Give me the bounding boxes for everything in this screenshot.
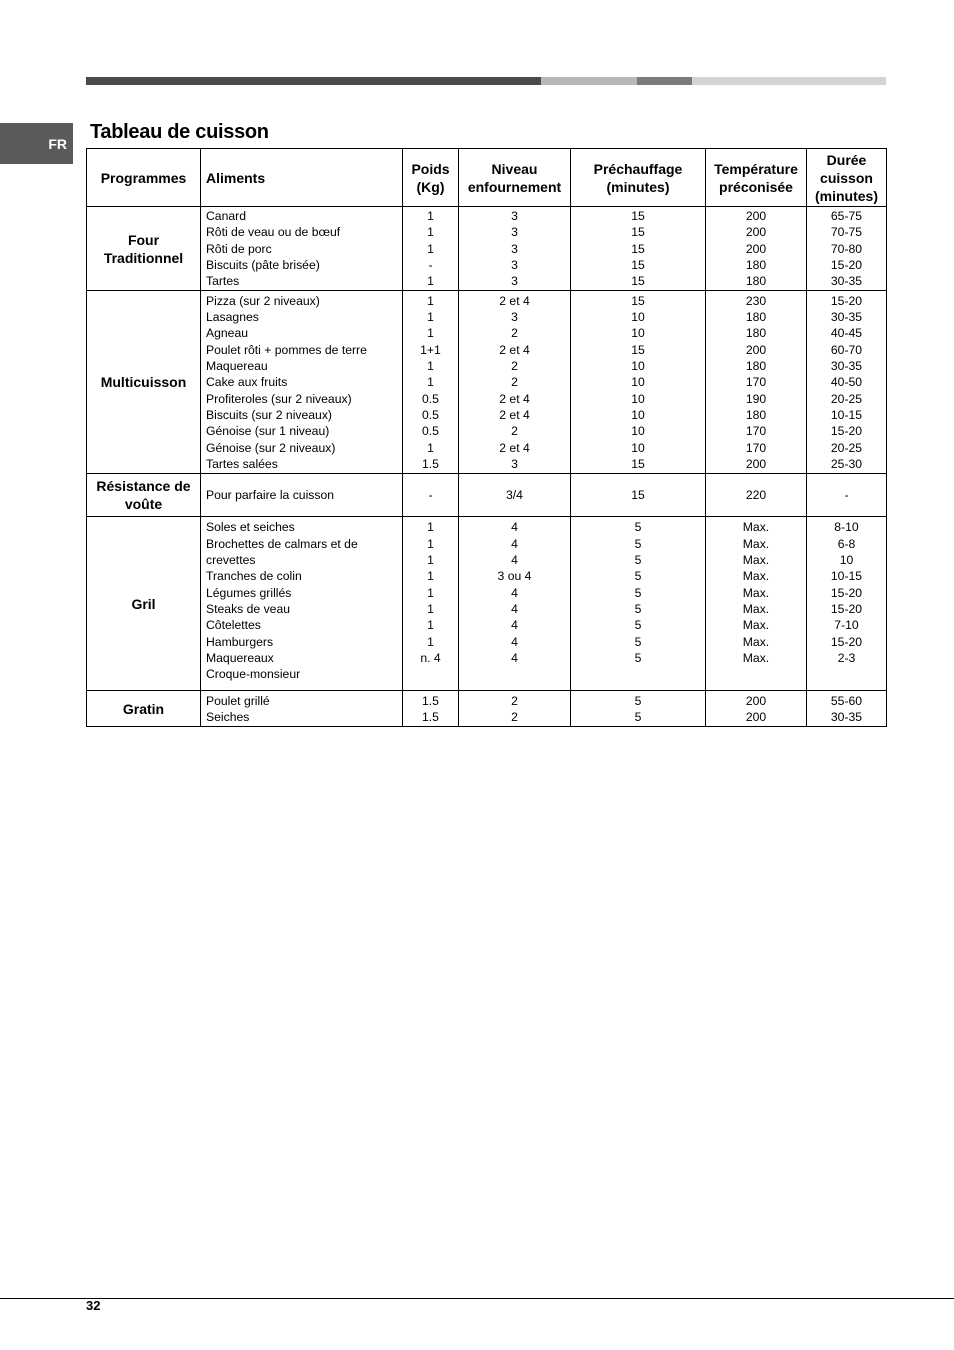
duree-value: 40-50 [830, 375, 863, 390]
aliments-value: Maquereau [206, 359, 268, 374]
aliments-value: Croque-monsieur [206, 667, 301, 682]
poids-value: 1 [427, 293, 434, 308]
duree-value: 20-25 [830, 391, 863, 406]
temperature-value: 180 [745, 359, 767, 374]
aliments-value: Poulet rôti + pommes de terre [206, 342, 367, 357]
poids-value: 1 [427, 520, 434, 535]
niveau-value [459, 666, 570, 682]
temperature-value: Max. [742, 553, 770, 568]
header-prechauffage: Préchauffage (minutes) [571, 149, 706, 207]
prechauffage-value: 15 [631, 274, 645, 289]
temperature-value: 170 [745, 375, 767, 390]
aliments-value: Steaks de veau [206, 601, 291, 616]
niveau-cell [459, 517, 571, 691]
temperature-value: Max. [742, 650, 770, 665]
temperature-value: 180 [745, 407, 767, 422]
aliments-value: crevettes [206, 553, 256, 568]
temperature-value: 180 [745, 257, 767, 272]
temperature-value: 170 [745, 424, 767, 439]
poids-value: - [428, 488, 433, 503]
duree-value: 30-35 [830, 274, 863, 289]
temperature-cell [706, 691, 807, 727]
prechauffage-value: 10 [631, 359, 645, 374]
table-row [87, 474, 887, 517]
niveau-value: 4 [511, 520, 518, 535]
temperature-value: 200 [745, 225, 767, 240]
aliments-value: Légumes grillés [206, 585, 292, 600]
duree-value: 60-70 [830, 342, 863, 357]
poids-value [403, 666, 458, 682]
prechauffage-value: 15 [631, 456, 645, 471]
duree-value: 30-35 [830, 310, 863, 325]
duree-value: 10-15 [830, 569, 863, 584]
duree-value: 55-60 [830, 693, 863, 708]
poids-value: 1 [427, 634, 434, 649]
poids-value: 1 [427, 225, 434, 240]
temperature-value: 230 [745, 293, 767, 308]
temperature-cell [706, 291, 807, 474]
niveau-value: 2 et 4 [499, 440, 530, 455]
niveau-value: 3 [511, 225, 518, 240]
duree-value: 15-20 [830, 634, 863, 649]
niveau-value: 2 et 4 [499, 342, 530, 357]
prechauffage-value: 5 [634, 618, 642, 633]
programme-cell: Résistance de voûte [87, 474, 201, 517]
table-row [87, 691, 887, 727]
aliments-cell [201, 691, 403, 727]
header-aliments: Aliments [201, 149, 403, 207]
temperature-value: Max. [742, 520, 770, 535]
page-title: Tableau de cuisson [90, 121, 269, 143]
aliments-value: Poulet grillé [206, 693, 270, 708]
prechauffage-value: 15 [631, 209, 645, 223]
duree-cell [807, 517, 887, 691]
poids-value: 1 [427, 601, 434, 616]
header-bar-segment [86, 77, 541, 85]
niveau-cell [459, 291, 571, 474]
temperature-value: 220 [745, 488, 767, 503]
prechauffage-cell [571, 207, 706, 291]
header-temperature: Température préconisée [706, 149, 807, 207]
niveau-value: 3 ou 4 [497, 569, 532, 584]
language-tab: FR [0, 123, 73, 164]
prechauffage-value: 15 [631, 225, 645, 240]
poids-value: 1 [427, 310, 434, 325]
aliments-value: Tartes salées [206, 456, 278, 471]
prechauffage-value: 5 [634, 693, 642, 708]
temperature-value: 180 [745, 310, 767, 325]
poids-value: 1.5 [422, 709, 439, 724]
niveau-cell [459, 474, 571, 517]
table-row [87, 291, 887, 474]
duree-value: 7-10 [834, 618, 859, 633]
poids-value: 1 [427, 359, 434, 374]
temperature-value: Max. [742, 634, 770, 649]
temperature-value: 200 [745, 693, 767, 708]
niveau-value: 4 [511, 553, 518, 568]
prechauffage-value: 10 [631, 424, 645, 439]
poids-cell [403, 691, 459, 727]
duree-cell [807, 291, 887, 474]
temperature-value: 200 [745, 209, 767, 223]
temperature-value: 200 [745, 709, 767, 724]
aliments-value: Pizza (sur 2 niveaux) [206, 293, 320, 308]
aliments-value: Biscuits (sur 2 niveaux) [206, 407, 332, 422]
header-duree: Durée cuisson (minutes) [807, 149, 887, 207]
duree-value: 15-20 [830, 601, 863, 616]
temperature-value: Max. [742, 601, 770, 616]
prechauffage-value: 15 [631, 488, 645, 503]
duree-cell [807, 207, 887, 291]
temperature-value: Max. [742, 569, 770, 584]
prechauffage-value: 10 [631, 440, 645, 455]
table-header-row [87, 149, 887, 207]
aliments-value: Côtelettes [206, 618, 261, 633]
temperature-value: 180 [745, 274, 767, 289]
duree-value: 15-20 [830, 293, 863, 308]
duree-value: 30-35 [830, 359, 863, 374]
aliments-value: Tartes [206, 274, 240, 289]
table-row [87, 207, 887, 291]
aliments-value: Cake aux fruits [206, 375, 288, 390]
prechauffage-value [571, 666, 705, 682]
prechauffage-value: 15 [631, 293, 645, 308]
aliments-cell [201, 291, 403, 474]
programme-cell: Four Traditionnel [87, 207, 201, 291]
niveau-value: 3 [511, 310, 518, 325]
aliments-value: Biscuits (pâte brisée) [206, 257, 320, 272]
temperature-value: 180 [745, 326, 767, 341]
prechauffage-value: 10 [631, 375, 645, 390]
aliments-value: Rôti de porc [206, 241, 272, 256]
prechauffage-value: 5 [634, 709, 642, 724]
aliments-value: Pour parfaire la cuisson [206, 488, 335, 503]
temperature-value: Max. [742, 585, 770, 600]
table-row [87, 517, 887, 691]
poids-value: - [428, 257, 433, 272]
niveau-value: 2 et 4 [499, 391, 530, 406]
niveau-value: 4 [511, 536, 518, 551]
duree-value: 2-3 [837, 650, 856, 665]
prechauffage-value: 5 [634, 634, 642, 649]
aliments-value: Tranches de colin [206, 569, 302, 584]
prechauffage-value: 10 [631, 391, 645, 406]
header-niveau: Niveau enfournement [459, 149, 571, 207]
programme-cell: Gratin [87, 691, 201, 727]
niveau-value: 4 [511, 601, 518, 616]
header-programmes: Programmes [87, 149, 201, 207]
programme-cell: Multicuisson [87, 291, 201, 474]
poids-value: 1 [427, 618, 434, 633]
prechauffage-value: 10 [631, 407, 645, 422]
niveau-value: 2 [511, 375, 518, 390]
temperature-cell [706, 517, 807, 691]
niveau-value: 4 [511, 650, 518, 665]
aliments-value: Rôti de veau ou de bœuf [206, 225, 341, 240]
temperature-value: Max. [742, 536, 770, 551]
poids-value: 1.5 [422, 693, 439, 708]
aliments-value: Génoise (sur 2 niveaux) [206, 440, 336, 455]
duree-value: 70-80 [830, 241, 863, 256]
poids-value: 1 [427, 553, 434, 568]
poids-value: 1 [427, 209, 434, 223]
aliments-cell [201, 474, 403, 517]
duree-cell [807, 474, 887, 517]
poids-cell [403, 291, 459, 474]
niveau-value: 4 [511, 634, 518, 649]
niveau-value: 2 [511, 359, 518, 374]
cooking-table [86, 148, 887, 727]
poids-value: 0.5 [422, 391, 439, 406]
prechauffage-value: 15 [631, 241, 645, 256]
duree-value: 8-10 [834, 520, 859, 535]
poids-value: n. 4 [420, 650, 441, 665]
programme-cell: Gril [87, 517, 201, 691]
poids-value: 1 [427, 326, 434, 341]
duree-value [807, 666, 886, 682]
aliments-value: Hamburgers [206, 634, 274, 649]
poids-value: 1 [427, 241, 434, 256]
niveau-value: 4 [511, 618, 518, 633]
temperature-value: Max. [742, 618, 770, 633]
niveau-value: 2 [511, 326, 518, 341]
duree-value: 70-75 [830, 225, 863, 240]
temperature-value: 200 [745, 241, 767, 256]
niveau-value: 3 [511, 274, 518, 289]
prechauffage-cell [571, 691, 706, 727]
prechauffage-value: 15 [631, 342, 645, 357]
poids-value: 1 [427, 569, 434, 584]
prechauffage-cell [571, 474, 706, 517]
prechauffage-value: 5 [634, 601, 642, 616]
temperature-value [706, 666, 806, 682]
niveau-value: 2 et 4 [499, 293, 530, 308]
table-body [87, 207, 887, 727]
duree-value: 25-30 [830, 456, 863, 471]
niveau-value: 2 et 4 [499, 407, 530, 422]
niveau-value: 3 [511, 209, 518, 223]
poids-value: 1.5 [422, 456, 439, 471]
prechauffage-value: 5 [634, 585, 642, 600]
temperature-value: 170 [745, 440, 767, 455]
duree-value: 6-8 [837, 536, 856, 551]
niveau-value: 4 [511, 585, 518, 600]
duree-value: 15-20 [830, 424, 863, 439]
header-bar-segment [692, 77, 886, 85]
aliments-value: Canard [206, 209, 246, 223]
duree-value: 15-20 [830, 257, 863, 272]
duree-value: 10 [839, 553, 854, 568]
aliments-value: Lasagnes [206, 310, 259, 325]
prechauffage-value: 5 [634, 650, 642, 665]
niveau-value: 2 [511, 693, 518, 708]
header-bar-segment [541, 77, 637, 85]
prechauffage-value: 10 [631, 310, 645, 325]
header-bar-segment [637, 77, 692, 85]
temperature-value: 200 [745, 456, 767, 471]
prechauffage-cell [571, 291, 706, 474]
poids-value: 1 [427, 536, 434, 551]
duree-value: 10-15 [830, 407, 863, 422]
aliments-value: Profiteroles (sur 2 niveaux) [206, 391, 352, 406]
temperature-cell [706, 207, 807, 291]
poids-cell [403, 207, 459, 291]
aliments-value: Maquereaux [206, 650, 274, 665]
aliments-cell [201, 517, 403, 691]
niveau-value: 3 [511, 456, 518, 471]
niveau-value: 3 [511, 241, 518, 256]
aliments-value: Soles et seiches [206, 520, 295, 535]
poids-cell [403, 474, 459, 517]
prechauffage-value: 5 [634, 569, 642, 584]
niveau-value: 3 [511, 257, 518, 272]
poids-cell [403, 517, 459, 691]
aliments-value: Seiches [206, 709, 250, 724]
duree-value: 15-20 [830, 585, 863, 600]
duree-value: 65-75 [830, 209, 863, 223]
page-number: 32 [86, 1298, 101, 1313]
aliments-value: Brochettes de calmars et de [206, 536, 358, 551]
aliments-value: Génoise (sur 1 niveau) [206, 424, 330, 439]
footer-rule [0, 1298, 954, 1299]
temperature-value: 200 [745, 342, 767, 357]
niveau-cell [459, 691, 571, 727]
duree-value: - [844, 488, 849, 503]
temperature-value: 190 [745, 391, 767, 406]
duree-value: 20-25 [830, 440, 863, 455]
duree-value: 30-35 [830, 709, 863, 724]
header-color-bar [86, 77, 886, 85]
temperature-cell [706, 474, 807, 517]
prechauffage-cell [571, 517, 706, 691]
header-poids: Poids (Kg) [403, 149, 459, 207]
aliments-value: Agneau [206, 326, 249, 341]
niveau-value: 2 [511, 709, 518, 724]
poids-value: 0.5 [422, 407, 439, 422]
niveau-cell [459, 207, 571, 291]
poids-value: 1 [427, 585, 434, 600]
poids-value: 1 [427, 375, 434, 390]
prechauffage-value: 10 [631, 326, 645, 341]
prechauffage-value: 15 [631, 257, 645, 272]
prechauffage-value: 5 [634, 536, 642, 551]
poids-value: 1 [427, 274, 434, 289]
duree-cell [807, 691, 887, 727]
poids-value: 1+1 [420, 342, 441, 357]
duree-value: 40-45 [830, 326, 863, 341]
poids-value: 1 [427, 440, 434, 455]
prechauffage-value: 5 [634, 520, 642, 535]
aliments-cell [201, 207, 403, 291]
niveau-value: 3/4 [506, 488, 523, 503]
niveau-value: 2 [511, 424, 518, 439]
prechauffage-value: 5 [634, 553, 642, 568]
poids-value: 0.5 [422, 424, 439, 439]
